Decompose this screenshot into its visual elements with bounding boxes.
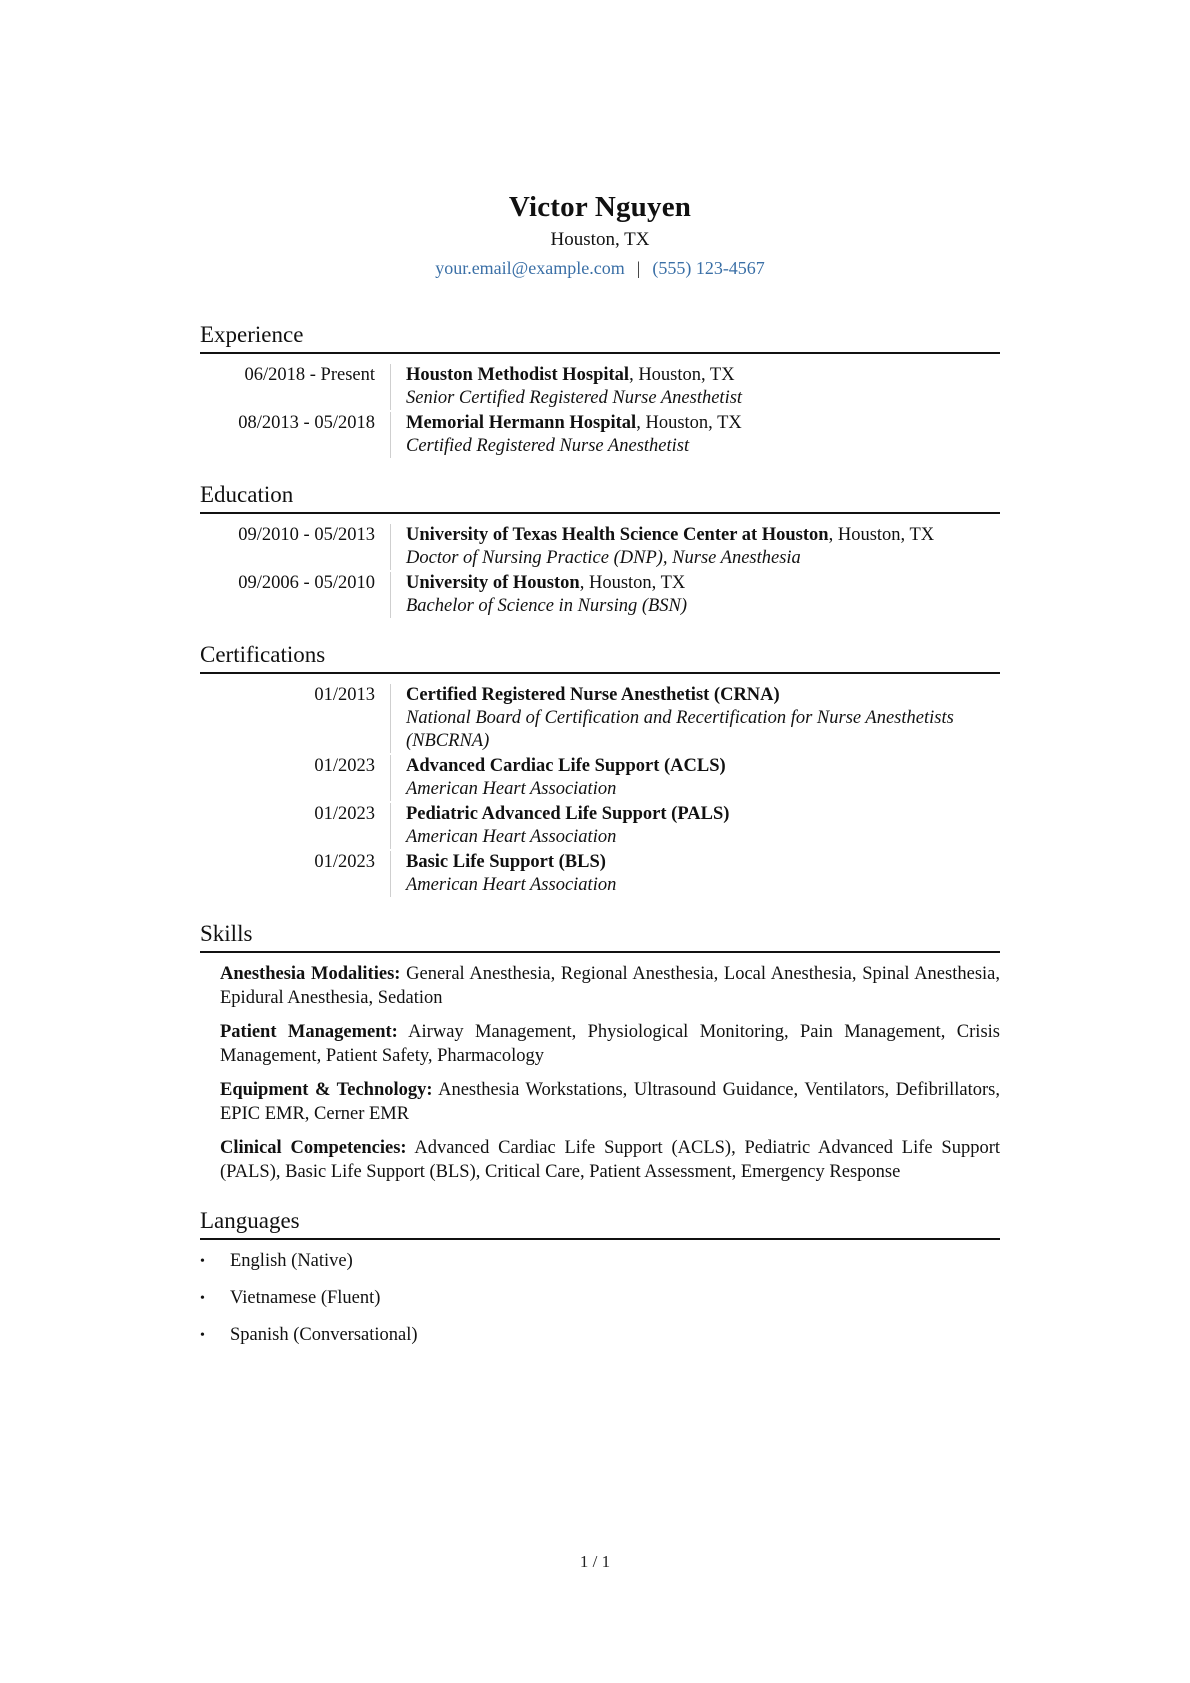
email-link[interactable]: your.email@example.com: [435, 258, 625, 278]
certifications-section: [200, 640, 1000, 897]
bullet-icon: •: [200, 1291, 205, 1306]
page-number: 1 / 1: [579, 1552, 611, 1571]
certification-issuer: American Heart Association: [406, 827, 617, 847]
language-text: Vietnamese (Fluent): [230, 1288, 381, 1308]
skill-group: [200, 1079, 1000, 1126]
skill-category: Anesthesia Modalities:: [220, 964, 401, 984]
employer-name: Houston Methodist Hospital: [406, 365, 630, 385]
section-title-education: Education: [200, 480, 1000, 514]
skill-group: [200, 1137, 1000, 1184]
experience-section: [200, 320, 1000, 458]
degree: Doctor of Nursing Practice (DNP), Nurse Anesthesia: [406, 548, 801, 568]
certification-issuer: American Heart Association: [406, 779, 617, 799]
skill-group: [200, 1021, 1000, 1068]
entry-body: [390, 364, 1000, 410]
skill-list: Airway Management, Physiological Monitoring, Pain Management, Crisis Management, Patient Safety, Pharmacology: [220, 1022, 1000, 1066]
certification-entry: [200, 803, 1000, 849]
entry-date: 01/2023: [314, 756, 375, 776]
entry-date: 01/2023: [314, 852, 375, 872]
entry-body: [390, 755, 1000, 801]
certification-entry: [200, 851, 1000, 897]
entry-body: [390, 412, 1000, 458]
experience-entry: [200, 412, 1000, 458]
language-item: [200, 1287, 1000, 1310]
employer-location: , Houston, TX: [636, 413, 742, 433]
certification-name: Certified Registered Nurse Anesthetist (CRNA): [406, 685, 780, 705]
skill-list: Anesthesia Workstations, Ultrasound Guidance, Ventilators, Defibrillators, EPIC EMR, Cerner EMR: [220, 1080, 1000, 1124]
skill-category: Clinical Competencies:: [220, 1138, 407, 1158]
entry-body: [390, 803, 1000, 849]
skills-section: [200, 919, 1000, 1184]
phone-link[interactable]: (555) 123-4567: [652, 258, 765, 278]
certification-name: Pediatric Advanced Life Support (PALS): [406, 804, 730, 824]
entry-date: 01/2013: [314, 685, 375, 705]
resume-page: [200, 190, 1000, 1369]
experience-entry: [200, 364, 1000, 410]
degree: Bachelor of Science in Nursing (BSN): [406, 596, 688, 616]
contact-line: [200, 254, 1000, 282]
entry-date: 09/2006 - 05/2010: [238, 573, 375, 593]
school-location: , Houston, TX: [579, 573, 686, 593]
education-entry: [200, 524, 1000, 570]
certification-entry: [200, 755, 1000, 801]
section-title-skills: Skills: [200, 919, 1000, 953]
certification-issuer: American Heart Association: [406, 875, 617, 895]
language-text: English (Native): [230, 1251, 353, 1271]
section-title-certifications: Certifications: [200, 640, 1000, 674]
certification-name: Advanced Cardiac Life Support (ACLS): [406, 756, 726, 776]
section-title-languages: Languages: [200, 1206, 1000, 1240]
entry-date: 08/2013 - 05/2018: [238, 413, 375, 433]
skill-group: [200, 963, 1000, 1010]
employer-location: , Houston, TX: [629, 365, 735, 385]
entry-body: [390, 572, 1000, 618]
job-title: Senior Certified Registered Nurse Anesthetist: [406, 388, 743, 408]
language-item: [200, 1250, 1000, 1273]
entry-body: [390, 684, 1000, 753]
bullet-icon: •: [200, 1328, 205, 1343]
certification-name: Basic Life Support (BLS): [406, 852, 606, 872]
entry-date: 01/2023: [314, 804, 375, 824]
candidate-name: Victor Nguyen: [508, 191, 692, 223]
school-location: , Houston, TX: [828, 525, 935, 545]
languages-list: [200, 1250, 1000, 1347]
candidate-location: Houston, TX: [550, 229, 650, 250]
entry-date: 09/2010 - 05/2013: [238, 525, 375, 545]
employer-name: Memorial Hermann Hospital: [406, 413, 637, 433]
school-name: University of Texas Health Science Center at Houston: [406, 525, 829, 545]
certification-entry: [200, 684, 1000, 753]
skill-category: Equipment & Technology:: [220, 1080, 433, 1100]
entry-date: 06/2018 - Present: [244, 365, 375, 385]
entry-body: [390, 524, 1000, 570]
languages-section: [200, 1206, 1000, 1347]
education-section: [200, 480, 1000, 618]
language-text: Spanish (Conversational): [230, 1325, 418, 1345]
skill-category: Patient Management:: [220, 1022, 398, 1042]
skill-list: Advanced Cardiac Life Support (ACLS), Pediatric Advanced Life Support (PALS), Basic Life Support (BLS), Critical Care, Patient Assessment, Emergency Response: [220, 1138, 1000, 1182]
resume-header: [200, 190, 1000, 282]
education-entry: [200, 572, 1000, 618]
skill-list: General Anesthesia, Regional Anesthesia, Local Anesthesia, Spinal Anesthesia, Epidural Anesthesia, Sedation: [220, 964, 1000, 1008]
school-name: University of Houston: [406, 573, 580, 593]
language-item: [200, 1324, 1000, 1347]
section-title-experience: Experience: [200, 320, 1000, 354]
job-title: Certified Registered Nurse Anesthetist: [406, 436, 690, 456]
entry-body: [390, 851, 1000, 897]
contact-separator: |: [636, 258, 641, 278]
certification-issuer: National Board of Certification and Recertification for Nurse Anesthetists (NBCRNA): [406, 708, 954, 751]
bullet-icon: •: [200, 1254, 205, 1269]
